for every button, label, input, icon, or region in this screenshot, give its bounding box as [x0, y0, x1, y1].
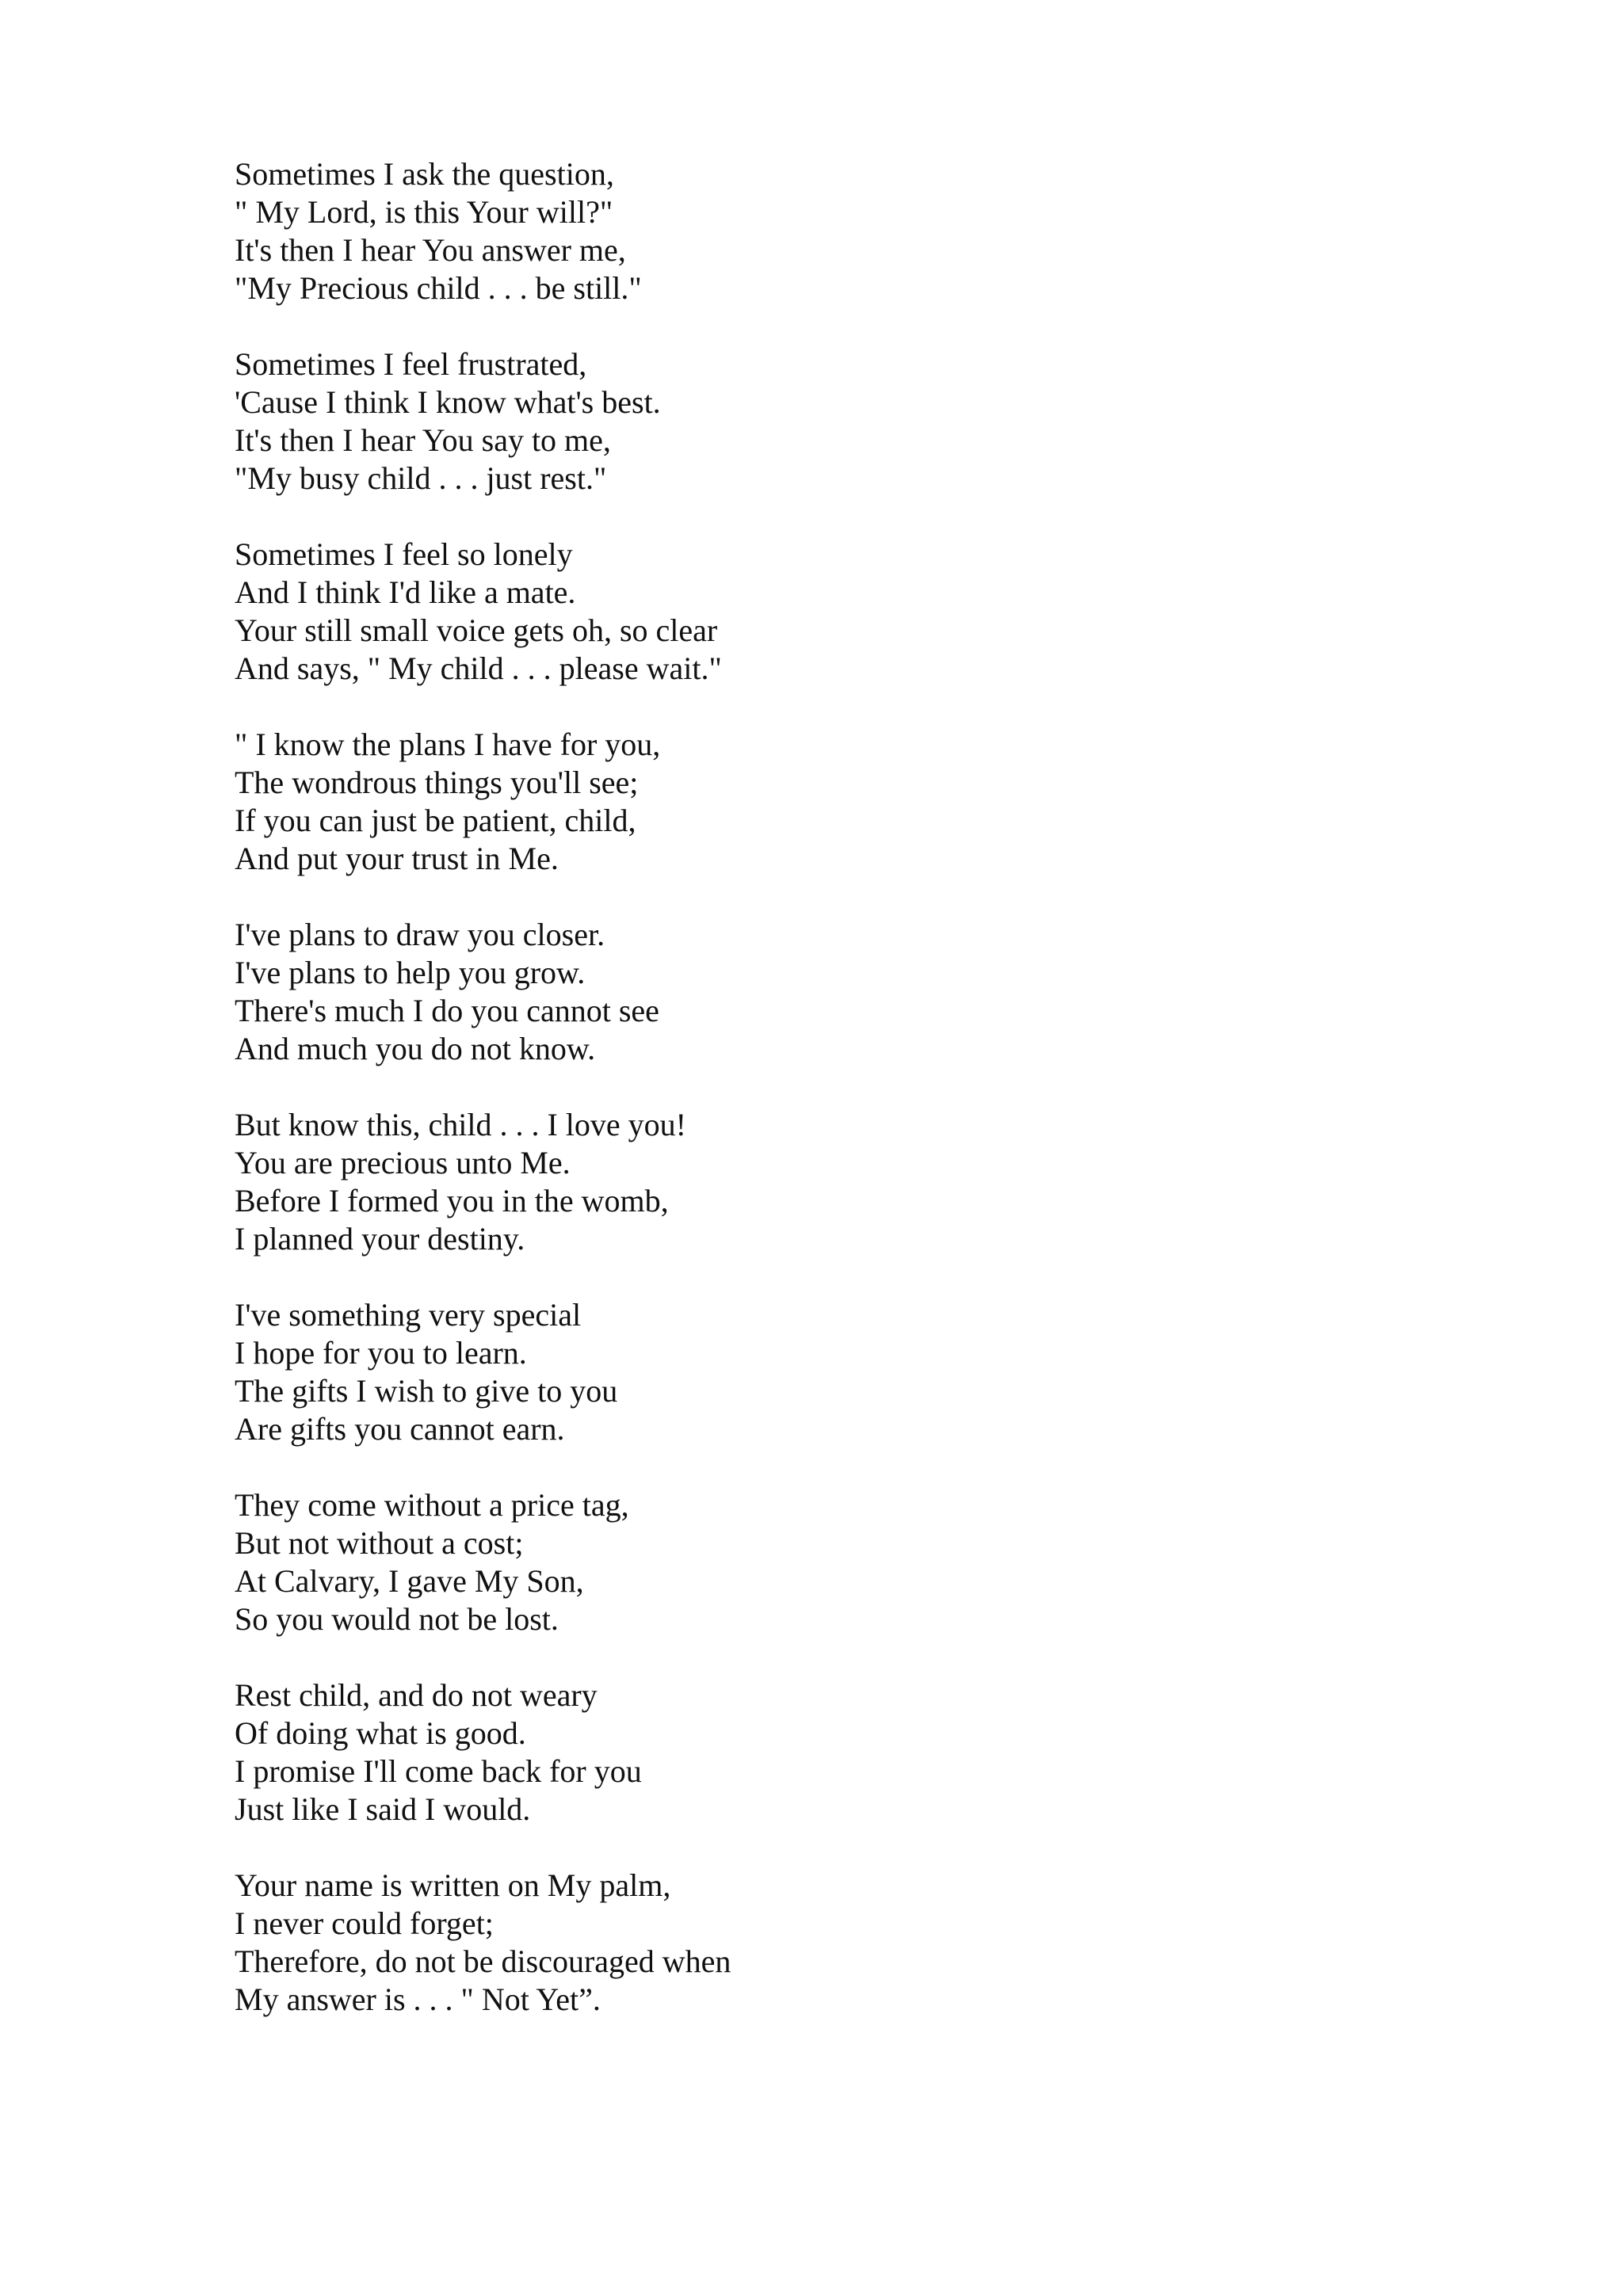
poem-line: And much you do not know.	[235, 1031, 596, 1066]
poem-line: " My Lord, is this Your will?"	[235, 194, 613, 230]
poem-line: But not without a cost;	[235, 1525, 524, 1561]
poem-line: At Calvary, I gave My Son,	[235, 1563, 584, 1599]
poem-line: Sometimes I feel so lonely	[235, 536, 573, 572]
poem-body	[235, 155, 1423, 2057]
stanza-7	[235, 1296, 1423, 1448]
poem-line: "My busy child . . . just rest."	[235, 460, 607, 496]
poem-line: So you would not be lost.	[235, 1601, 559, 1637]
poem-line: And put your trust in Me.	[235, 841, 559, 876]
poem-line: 'Cause I think I know what's best.	[235, 384, 661, 420]
stanza-5	[235, 916, 1423, 1068]
poem-line: Before I formed you in the womb,	[235, 1183, 669, 1219]
stanza-8	[235, 1486, 1423, 1638]
poem-line: But know this, child . . . I love you!	[235, 1107, 686, 1142]
poem-line: You are precious unto Me.	[235, 1145, 571, 1180]
poem-line: Are gifts you cannot earn.	[235, 1411, 565, 1447]
stanza-4	[235, 726, 1423, 878]
poem-line: I planned your destiny.	[235, 1221, 525, 1257]
stanza-2	[235, 345, 1423, 498]
stanza-1	[235, 155, 1423, 307]
poem-line: Your still small voice gets oh, so clear	[235, 612, 718, 648]
poem-line: It's then I hear You say to me,	[235, 422, 611, 458]
poem-line: Sometimes I feel frustrated,	[235, 346, 587, 382]
poem-line: They come without a price tag,	[235, 1487, 629, 1523]
stanza-6	[235, 1106, 1423, 1258]
poem-line: And says, " My child . . . please wait."	[235, 650, 722, 686]
poem-line: I never could forget;	[235, 1905, 494, 1941]
poem-line: Your name is written on My palm,	[235, 1867, 671, 1903]
stanza-10	[235, 1867, 1423, 2019]
poem-line: My answer is . . . " Not Yet”.	[235, 1981, 601, 2017]
poem-line: If you can just be patient, child,	[235, 803, 636, 838]
poem-line: I've something very special	[235, 1297, 582, 1333]
poem-line: The wondrous things you'll see;	[235, 765, 639, 800]
poem-line: I promise I'll come back for you	[235, 1753, 642, 1789]
poem-line: There's much I do you cannot see	[235, 993, 659, 1028]
poem-line: I've plans to draw you closer.	[235, 917, 605, 952]
poem-line: Sometimes I ask the question,	[235, 156, 614, 192]
stanza-9	[235, 1676, 1423, 1829]
stanza-3	[235, 536, 1423, 688]
poem-line: It's then I hear You answer me,	[235, 232, 626, 268]
poem-line: Therefore, do not be discouraged when	[235, 1943, 731, 1979]
poem-line: I've plans to help you grow.	[235, 955, 586, 990]
poem-line: Rest child, and do not weary	[235, 1677, 598, 1713]
poem-line: The gifts I wish to give to you	[235, 1373, 618, 1409]
poem-line: And I think I'd like a mate.	[235, 574, 576, 610]
poem-line: Just like I said I would.	[235, 1791, 531, 1827]
poem-line: Of doing what is good.	[235, 1715, 526, 1751]
poem-line: "My Precious child . . . be still."	[235, 270, 642, 306]
poem-line: " I know the plans I have for you,	[235, 727, 661, 762]
poem-line: I hope for you to learn.	[235, 1335, 527, 1371]
